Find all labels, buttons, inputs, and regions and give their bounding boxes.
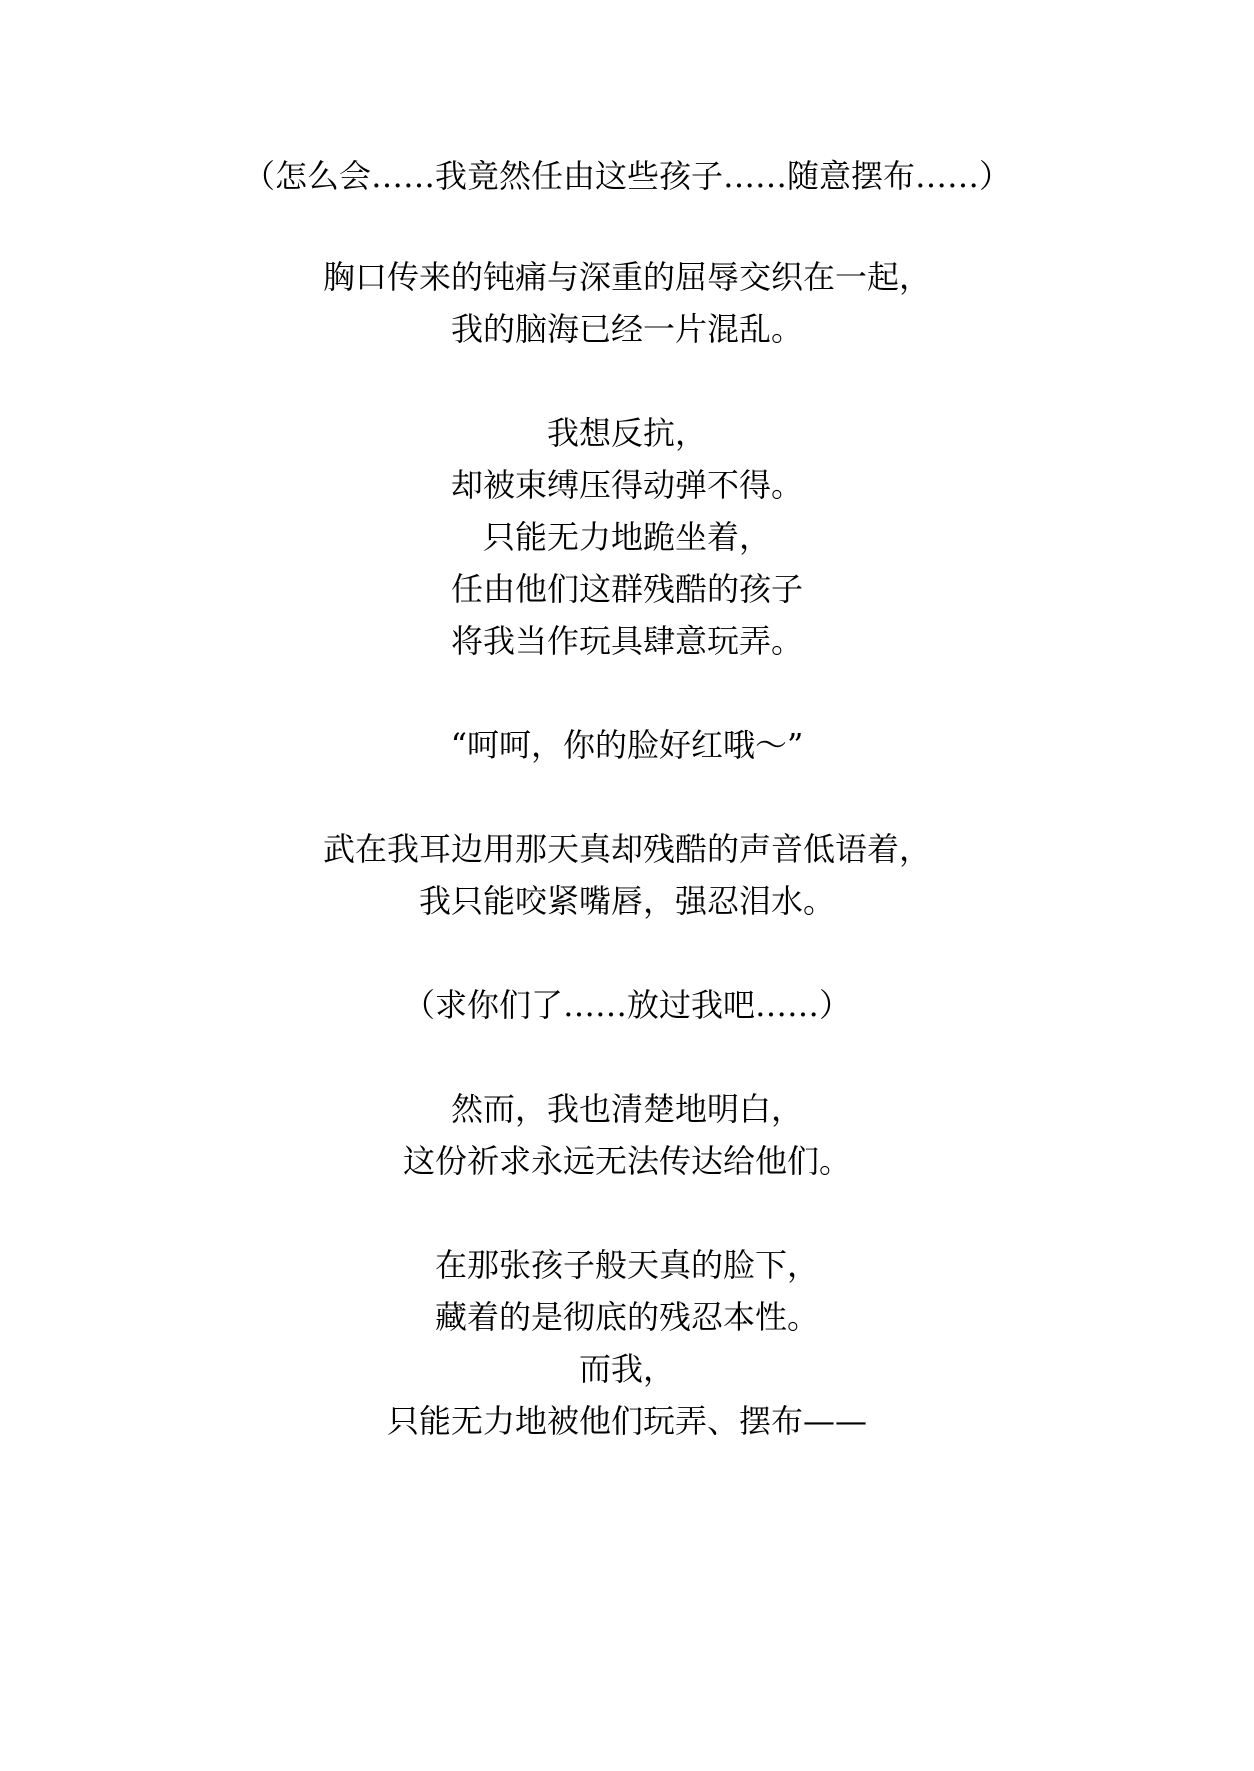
text-line: 胸口传来的钝痛与深重的屈辱交织在一起， <box>322 258 931 296</box>
text-line: 藏着的是彻底的残忍本性。 <box>434 1298 819 1336</box>
text-line: 却被束缚压得动弹不得。 <box>450 466 803 504</box>
text-line: “呵呵，你的脸好红哦～” <box>450 726 804 764</box>
text-line: 我只能咬紧嘴唇，强忍泪水。 <box>418 882 835 920</box>
text-line: 将我当作玩具肆意玩弄。 <box>450 622 803 660</box>
text-line: 在那张孩子般天真的脸下， <box>434 1246 819 1284</box>
text-line: （怎么会……我竟然任由这些孩子……随意摆布……） <box>242 157 1011 195</box>
text-line: 只能无力地跪坐着， <box>482 518 771 556</box>
text-line: 武在我耳边用那天真却残酷的声音低语着， <box>322 830 931 868</box>
text-line: 我想反抗， <box>546 414 707 452</box>
text-line: （求你们了……放过我吧……） <box>402 986 851 1024</box>
text-line: 只能无力地被他们玩弄、摆布—— <box>386 1402 867 1440</box>
text-line: 这份祈求永远无法传达给他们。 <box>402 1142 851 1180</box>
text-line: 然而，我也清楚地明白， <box>450 1090 803 1128</box>
text-line: 我的脑海已经一片混乱。 <box>450 310 803 348</box>
text-line: 而我， <box>578 1350 675 1388</box>
text-line: 任由他们这群残酷的孩子 <box>450 570 803 608</box>
